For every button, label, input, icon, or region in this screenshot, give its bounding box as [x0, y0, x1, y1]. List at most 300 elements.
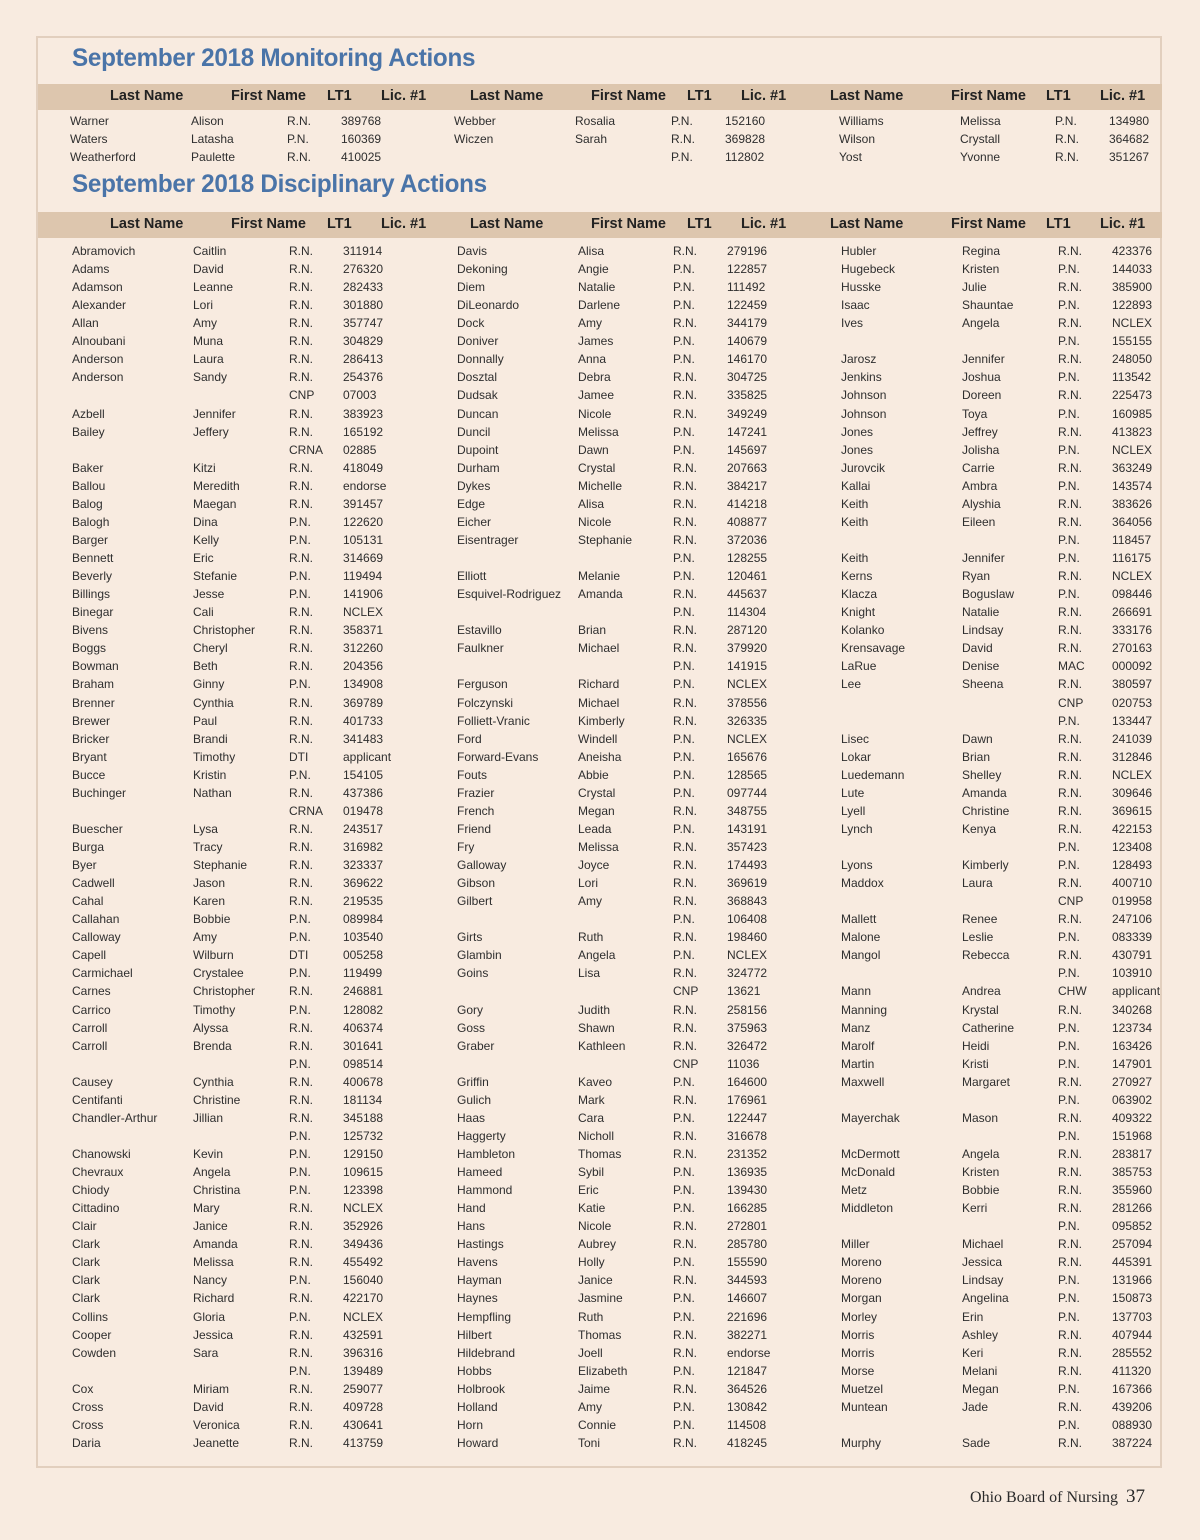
first-name-cell: Shelley — [962, 767, 1002, 782]
license-type-cell: R.N. — [1058, 948, 1082, 963]
license-number-cell: 140679 — [727, 334, 768, 349]
last-name-cell: Morley — [841, 1309, 878, 1324]
first-name-cell: Meredith — [193, 478, 240, 493]
last-name-cell: Maxwell — [841, 1074, 885, 1089]
last-name-cell: DiLeonardo — [457, 298, 520, 313]
last-name-cell: Moreno — [841, 1255, 882, 1270]
first-name-cell: Kristin — [193, 767, 227, 782]
license-type-cell: R.N. — [289, 1110, 313, 1125]
header-first-name-1: First Name — [231, 88, 306, 104]
license-type-cell: P.N. — [673, 767, 695, 782]
last-name-cell: Cross — [72, 1417, 104, 1432]
license-type-cell: R.N. — [289, 352, 313, 367]
license-type-cell: R.N. — [289, 460, 313, 475]
license-number-cell: 364682 — [1109, 132, 1150, 147]
license-type-cell: P.N. — [289, 587, 311, 602]
last-name-cell: Malone — [841, 930, 881, 945]
header-license-number-2: Lic. #1 — [741, 216, 787, 232]
license-type-cell: R.N. — [673, 370, 697, 385]
license-number-cell: 07003 — [343, 388, 377, 403]
last-name-cell: Lyell — [841, 803, 866, 818]
last-name-cell: Krensavage — [841, 641, 906, 656]
license-type-cell: R.N. — [289, 695, 313, 710]
license-number-cell: 160985 — [1112, 406, 1153, 421]
license-type-cell: P.N. — [673, 280, 695, 295]
license-number-cell: 118457 — [1112, 532, 1152, 547]
license-number-cell: 312260 — [343, 641, 384, 656]
license-number-cell: 270163 — [1112, 641, 1153, 656]
license-number-cell: 019958 — [1112, 894, 1153, 909]
first-name-cell: Connie — [578, 1417, 617, 1432]
first-name-cell: Stefanie — [193, 569, 238, 584]
license-type-cell: R.N. — [1058, 605, 1082, 620]
license-type-cell: R.N. — [1058, 912, 1082, 927]
license-number-cell: 352926 — [343, 1219, 384, 1234]
first-name-cell: Jillian — [193, 1110, 224, 1125]
license-number-cell: 219535 — [343, 894, 384, 909]
last-name-cell: Anderson — [72, 370, 124, 385]
first-name-cell: Eric — [578, 1183, 599, 1198]
first-name-cell: Mason — [962, 1110, 999, 1125]
last-name-cell: Mayerchak — [841, 1110, 900, 1125]
license-number-cell: 122857 — [727, 262, 768, 277]
first-name-cell: Angela — [578, 948, 616, 963]
last-name-cell: Kerns — [841, 569, 873, 584]
first-name-cell: Leanne — [193, 280, 234, 295]
last-name-cell: Capell — [72, 948, 107, 963]
first-name-cell: Renee — [962, 912, 998, 927]
license-type-cell: R.N. — [1058, 641, 1082, 656]
table-row — [0, 946, 1200, 964]
license-number-cell: 369789 — [343, 695, 384, 710]
last-name-cell: Galloway — [457, 858, 507, 873]
header-license-number-1: Lic. #1 — [381, 88, 427, 104]
license-number-cell: 363249 — [1112, 460, 1153, 475]
first-name-cell: Amanda — [193, 1237, 238, 1252]
last-name-cell: Johnson — [841, 406, 887, 421]
license-type-cell: P.N. — [1058, 930, 1080, 945]
table-row — [0, 1308, 1200, 1326]
first-name-cell: Joell — [578, 1345, 603, 1360]
table-row — [0, 1109, 1200, 1127]
last-name-cell: Howard — [457, 1435, 499, 1450]
license-type-cell: R.N. — [1055, 132, 1079, 147]
last-name-cell: Haggerty — [457, 1128, 506, 1143]
license-type-cell: R.N. — [1058, 623, 1082, 638]
first-name-cell: Boguslaw — [962, 587, 1015, 602]
last-name-cell: Hammond — [457, 1183, 513, 1198]
header-license-number-3: Lic. #1 — [1100, 88, 1146, 104]
first-name-cell: Christina — [193, 1183, 241, 1198]
last-name-cell: Folczynski — [457, 695, 514, 710]
license-number-cell: 258156 — [727, 1002, 768, 1017]
last-name-cell: Hugebeck — [841, 262, 896, 277]
first-name-cell: Nicole — [578, 514, 612, 529]
first-name-cell: Jessica — [962, 1255, 1003, 1270]
first-name-cell: Michael — [962, 1237, 1004, 1252]
header-last-name-2: Last Name — [470, 88, 544, 104]
license-type-cell: R.N. — [1058, 388, 1082, 403]
license-number-cell: 163426 — [1112, 1038, 1153, 1053]
license-number-cell: 147241 — [727, 424, 768, 439]
table-row — [0, 585, 1200, 603]
license-number-cell: 105131 — [343, 532, 384, 547]
license-number-cell: 368843 — [727, 894, 768, 909]
license-type-cell: R.N. — [1058, 731, 1082, 746]
license-type-cell: P.N. — [289, 569, 311, 584]
license-type-cell: R.N. — [673, 695, 697, 710]
license-type-cell: R.N. — [673, 1381, 697, 1396]
license-number-cell: 316982 — [343, 839, 384, 854]
last-name-cell: Estavillo — [457, 623, 502, 638]
table-row — [0, 567, 1200, 585]
license-type-cell: P.N. — [673, 1363, 695, 1378]
license-type-cell: P.N. — [1058, 1128, 1080, 1143]
license-number-cell: 129150 — [343, 1147, 384, 1161]
license-type-cell: P.N. — [673, 569, 695, 584]
first-name-cell: Lindsay — [962, 1273, 1004, 1288]
first-name-cell: Kristen — [962, 262, 1000, 277]
last-name-cell: Gulich — [457, 1092, 492, 1107]
license-number-cell: 445391 — [1112, 1255, 1153, 1270]
last-name-cell: Hand — [457, 1201, 486, 1216]
license-type-cell: R.N. — [673, 388, 697, 403]
license-type-cell: R.N. — [673, 966, 697, 981]
license-number-cell: 113542 — [1112, 370, 1152, 385]
last-name-cell: Ives — [841, 316, 864, 331]
license-type-cell: P.N. — [1058, 262, 1080, 277]
license-type-cell: P.N. — [289, 1165, 311, 1180]
last-name-cell: Lee — [841, 677, 862, 692]
table-row — [0, 1217, 1200, 1235]
first-name-cell: Crystalee — [193, 966, 244, 981]
last-name-cell: Chandler-Arthur — [72, 1110, 158, 1125]
last-name-cell: Horn — [457, 1417, 484, 1432]
first-name-cell: Jeffrey — [962, 424, 998, 439]
license-number-cell: 098446 — [1112, 587, 1153, 602]
license-number-cell: 083339 — [1112, 930, 1153, 945]
license-number-cell: 181134 — [343, 1092, 383, 1107]
last-name-cell: Cross — [72, 1399, 104, 1414]
license-type-cell: P.N. — [1058, 1309, 1080, 1324]
license-type-cell: P.N. — [289, 1273, 311, 1288]
license-number-cell: 400678 — [343, 1074, 384, 1089]
last-name-cell: Hambleton — [457, 1147, 516, 1161]
license-type-cell: R.N. — [673, 1273, 697, 1288]
last-name-cell: Knight — [841, 605, 876, 620]
last-name-cell: Bowman — [72, 659, 119, 674]
last-name-cell: Lute — [841, 785, 865, 800]
license-number-cell: 097744 — [727, 785, 768, 800]
license-type-cell: R.N. — [1058, 803, 1082, 818]
last-name-cell: Allan — [72, 316, 99, 331]
header-last-name-1: Last Name — [110, 216, 184, 232]
first-name-cell: Andrea — [962, 984, 1001, 999]
last-name-cell: Friend — [457, 821, 492, 836]
license-number-cell: 143191 — [727, 821, 768, 836]
license-type-cell: R.N. — [289, 659, 313, 674]
license-number-cell: 120461 — [727, 569, 768, 584]
license-number-cell: NCLEX — [1112, 569, 1153, 584]
license-number-cell: 324772 — [727, 966, 768, 981]
first-name-cell: Jolisha — [962, 442, 1000, 457]
license-type-cell: CRNA — [289, 803, 324, 818]
first-name-cell: Alison — [191, 114, 224, 128]
last-name-cell: Mallett — [841, 912, 877, 927]
last-name-cell: Manz — [841, 1020, 871, 1035]
first-name-cell: Nancy — [193, 1273, 228, 1288]
table-row — [0, 639, 1200, 657]
first-name-cell: Angie — [578, 262, 609, 277]
last-name-cell: Gory — [457, 1002, 484, 1017]
last-name-cell: Ballou — [72, 478, 106, 493]
last-name-cell: Cooper — [72, 1327, 112, 1342]
license-type-cell: R.N. — [289, 1381, 313, 1396]
license-number-cell: 128255 — [727, 551, 768, 566]
license-number-cell: 154105 — [343, 767, 384, 782]
license-number-cell: 198460 — [727, 930, 768, 945]
first-name-cell: Sade — [962, 1435, 991, 1450]
license-number-cell: 005258 — [343, 948, 384, 963]
first-name-cell: Paul — [193, 713, 218, 728]
license-number-cell: 323337 — [343, 858, 384, 873]
license-number-cell: 266691 — [1112, 605, 1153, 620]
first-name-cell: Ashley — [962, 1327, 999, 1342]
header-first-name-3: First Name — [951, 88, 1026, 104]
last-name-cell: Jarosz — [841, 352, 877, 367]
license-type-cell: R.N. — [673, 1219, 697, 1234]
license-type-cell: DTI — [289, 749, 309, 764]
first-name-cell: Leslie — [962, 930, 994, 945]
license-number-cell: 389768 — [341, 114, 382, 128]
table-row — [0, 1326, 1200, 1344]
first-name-cell: Janice — [578, 1273, 613, 1288]
license-number-cell: 152160 — [725, 114, 766, 128]
first-name-cell: Laura — [193, 352, 224, 367]
license-type-cell: MAC — [1058, 659, 1085, 674]
license-number-cell: 312846 — [1112, 749, 1153, 764]
last-name-cell: Maddox — [841, 876, 884, 891]
license-type-cell: R.N. — [671, 132, 695, 147]
first-name-cell: Miriam — [193, 1381, 229, 1396]
first-name-cell: Mark — [578, 1092, 605, 1107]
license-type-cell: R.N. — [673, 1020, 697, 1035]
last-name-cell: Jones — [841, 442, 874, 457]
license-number-cell: 304829 — [343, 334, 384, 349]
first-name-cell: Amy — [193, 316, 217, 331]
header-license-number-3: Lic. #1 — [1100, 216, 1146, 232]
last-name-cell: Clark — [72, 1255, 101, 1270]
last-name-cell: Morris — [841, 1327, 875, 1342]
license-number-cell: 221696 — [727, 1309, 768, 1324]
license-number-cell: 432591 — [343, 1327, 384, 1342]
license-number-cell: 123398 — [343, 1183, 384, 1198]
first-name-cell: Veronica — [193, 1417, 240, 1432]
license-number-cell: 358371 — [343, 623, 384, 638]
license-number-cell: 285780 — [727, 1237, 768, 1252]
license-number-cell: 114508 — [727, 1417, 767, 1432]
first-name-cell: Kelly — [193, 532, 220, 547]
first-name-cell: David — [193, 262, 224, 277]
first-name-cell: Abbie — [578, 767, 609, 782]
last-name-cell: Cahal — [72, 894, 104, 909]
first-name-cell: Keri — [962, 1345, 984, 1360]
license-number-cell: 407944 — [1112, 1327, 1153, 1342]
table-row — [0, 350, 1200, 368]
table-row — [0, 1416, 1200, 1434]
first-name-cell: Sarah — [575, 132, 608, 147]
first-name-cell: Karen — [193, 894, 226, 909]
first-name-cell: Kerri — [962, 1201, 988, 1216]
license-type-cell: R.N. — [1058, 1002, 1082, 1017]
last-name-cell: Hildebrand — [457, 1345, 516, 1360]
license-type-cell: R.N. — [1058, 677, 1082, 692]
first-name-cell: Melanie — [578, 569, 621, 584]
license-number-cell: 020753 — [1112, 695, 1153, 710]
last-name-cell: Havens — [457, 1255, 498, 1270]
first-name-cell: Kristi — [962, 1056, 989, 1071]
license-number-cell: 408877 — [727, 514, 768, 529]
license-number-cell: endorse — [727, 1345, 771, 1360]
license-type-cell: P.N. — [673, 1110, 695, 1125]
license-number-cell: 383626 — [1112, 496, 1153, 511]
last-name-cell: Yost — [839, 150, 862, 165]
license-type-cell: P.N. — [289, 767, 311, 782]
license-type-cell: P.N. — [1058, 406, 1080, 421]
license-type-cell: R.N. — [673, 930, 697, 945]
table-row — [0, 112, 1200, 130]
license-number-cell: 145697 — [727, 442, 768, 457]
last-name-cell: Waters — [70, 132, 108, 147]
license-type-cell: R.N. — [289, 1327, 313, 1342]
header-first-name-1: First Name — [231, 216, 306, 232]
license-type-cell: P.N. — [289, 1309, 311, 1324]
first-name-cell: Lysa — [193, 821, 218, 836]
license-number-cell: 348755 — [727, 803, 768, 818]
license-type-cell: R.N. — [289, 623, 313, 638]
last-name-cell: Causey — [72, 1074, 113, 1089]
license-type-cell: P.N. — [671, 150, 693, 165]
last-name-cell: Anderson — [72, 352, 124, 367]
first-name-cell: Thomas — [578, 1327, 622, 1342]
license-number-cell: 122459 — [727, 298, 768, 313]
first-name-cell: Stephanie — [193, 858, 248, 873]
table-row — [0, 1073, 1200, 1091]
first-name-cell: Judith — [578, 1002, 611, 1017]
license-type-cell: R.N. — [289, 641, 313, 656]
license-type-cell: P.N. — [673, 731, 695, 746]
first-name-cell: Ryan — [962, 569, 991, 584]
last-name-cell: Holbrook — [457, 1381, 506, 1396]
license-number-cell: 243517 — [343, 821, 384, 836]
first-name-cell: Elizabeth — [578, 1363, 628, 1378]
last-name-cell: Baker — [72, 460, 104, 475]
table-row — [0, 148, 1200, 166]
last-name-cell: Abramovich — [72, 244, 136, 258]
license-type-cell: R.N. — [673, 1237, 697, 1252]
last-name-cell: Gibson — [457, 876, 496, 891]
first-name-cell: Megan — [578, 803, 615, 818]
table-row — [0, 1344, 1200, 1362]
license-number-cell: 247106 — [1112, 912, 1153, 927]
license-number-cell: 340268 — [1112, 1002, 1153, 1017]
license-number-cell: NCLEX — [727, 731, 768, 746]
license-type-cell: R.N. — [1058, 1110, 1082, 1125]
first-name-cell: Nicole — [578, 1219, 612, 1234]
first-name-cell: Sara — [193, 1345, 219, 1360]
first-name-cell: Doreen — [962, 388, 1002, 403]
license-type-cell: R.N. — [673, 587, 697, 602]
header-license-type-2: LT1 — [687, 88, 712, 104]
table-row — [0, 423, 1200, 441]
license-type-cell: R.N. — [673, 1345, 697, 1360]
header-first-name-3: First Name — [951, 216, 1026, 232]
license-number-cell: 125732 — [343, 1128, 384, 1143]
last-name-cell: Metz — [841, 1183, 868, 1198]
last-name-cell: Chanowski — [72, 1147, 131, 1161]
first-name-cell: Toni — [578, 1435, 601, 1450]
license-number-cell: 430641 — [343, 1417, 384, 1432]
table-row — [0, 1289, 1200, 1307]
license-type-cell: P.N. — [673, 551, 695, 566]
header-license-type-1: LT1 — [327, 216, 352, 232]
last-name-cell: Hameed — [457, 1165, 503, 1180]
last-name-cell: Hubler — [841, 244, 877, 258]
first-name-cell: Sybil — [578, 1165, 605, 1180]
first-name-cell: Bobbie — [193, 912, 231, 927]
license-number-cell: 257094 — [1112, 1237, 1153, 1252]
last-name-cell: Haynes — [457, 1291, 498, 1306]
license-number-cell: 13621 — [727, 984, 761, 999]
license-number-cell: 445637 — [727, 587, 768, 602]
table-row — [0, 477, 1200, 495]
license-type-cell: P.N. — [289, 1056, 311, 1071]
last-name-cell: Boggs — [72, 641, 107, 656]
first-name-cell: Holly — [578, 1255, 605, 1270]
license-type-cell: R.N. — [673, 1435, 697, 1450]
last-name-cell: Balogh — [72, 514, 110, 529]
table-row — [0, 1127, 1200, 1145]
license-type-cell: P.N. — [1058, 1381, 1080, 1396]
first-name-cell: Michael — [578, 695, 620, 710]
license-number-cell: 155155 — [1112, 334, 1153, 349]
last-name-cell: Johnson — [841, 388, 887, 403]
license-type-cell: P.N. — [289, 514, 311, 529]
first-name-cell: Kaveo — [578, 1074, 613, 1089]
last-name-cell: Eisentrager — [457, 532, 519, 547]
table-row — [0, 1001, 1200, 1019]
license-number-cell: 418245 — [727, 1435, 768, 1450]
first-name-cell: Janice — [193, 1219, 228, 1234]
monitoring-header-row — [38, 84, 1162, 110]
last-name-cell: Muntean — [841, 1399, 888, 1414]
license-number-cell: 136935 — [727, 1165, 768, 1180]
first-name-cell: Michael — [578, 641, 620, 656]
first-name-cell: Beth — [193, 659, 218, 674]
table-row — [0, 1055, 1200, 1073]
license-type-cell: P.N. — [289, 1183, 311, 1198]
last-name-cell: French — [457, 803, 495, 818]
license-number-cell: 106408 — [727, 912, 768, 927]
first-name-cell: Jennifer — [193, 406, 236, 421]
license-number-cell: 384217 — [727, 478, 768, 493]
first-name-cell: Megan — [962, 1381, 999, 1396]
license-number-cell: 341483 — [343, 731, 384, 746]
disciplinary-header-row — [38, 212, 1162, 238]
last-name-cell: Duncil — [457, 424, 491, 439]
last-name-cell: Hans — [457, 1219, 486, 1234]
table-row — [0, 766, 1200, 784]
